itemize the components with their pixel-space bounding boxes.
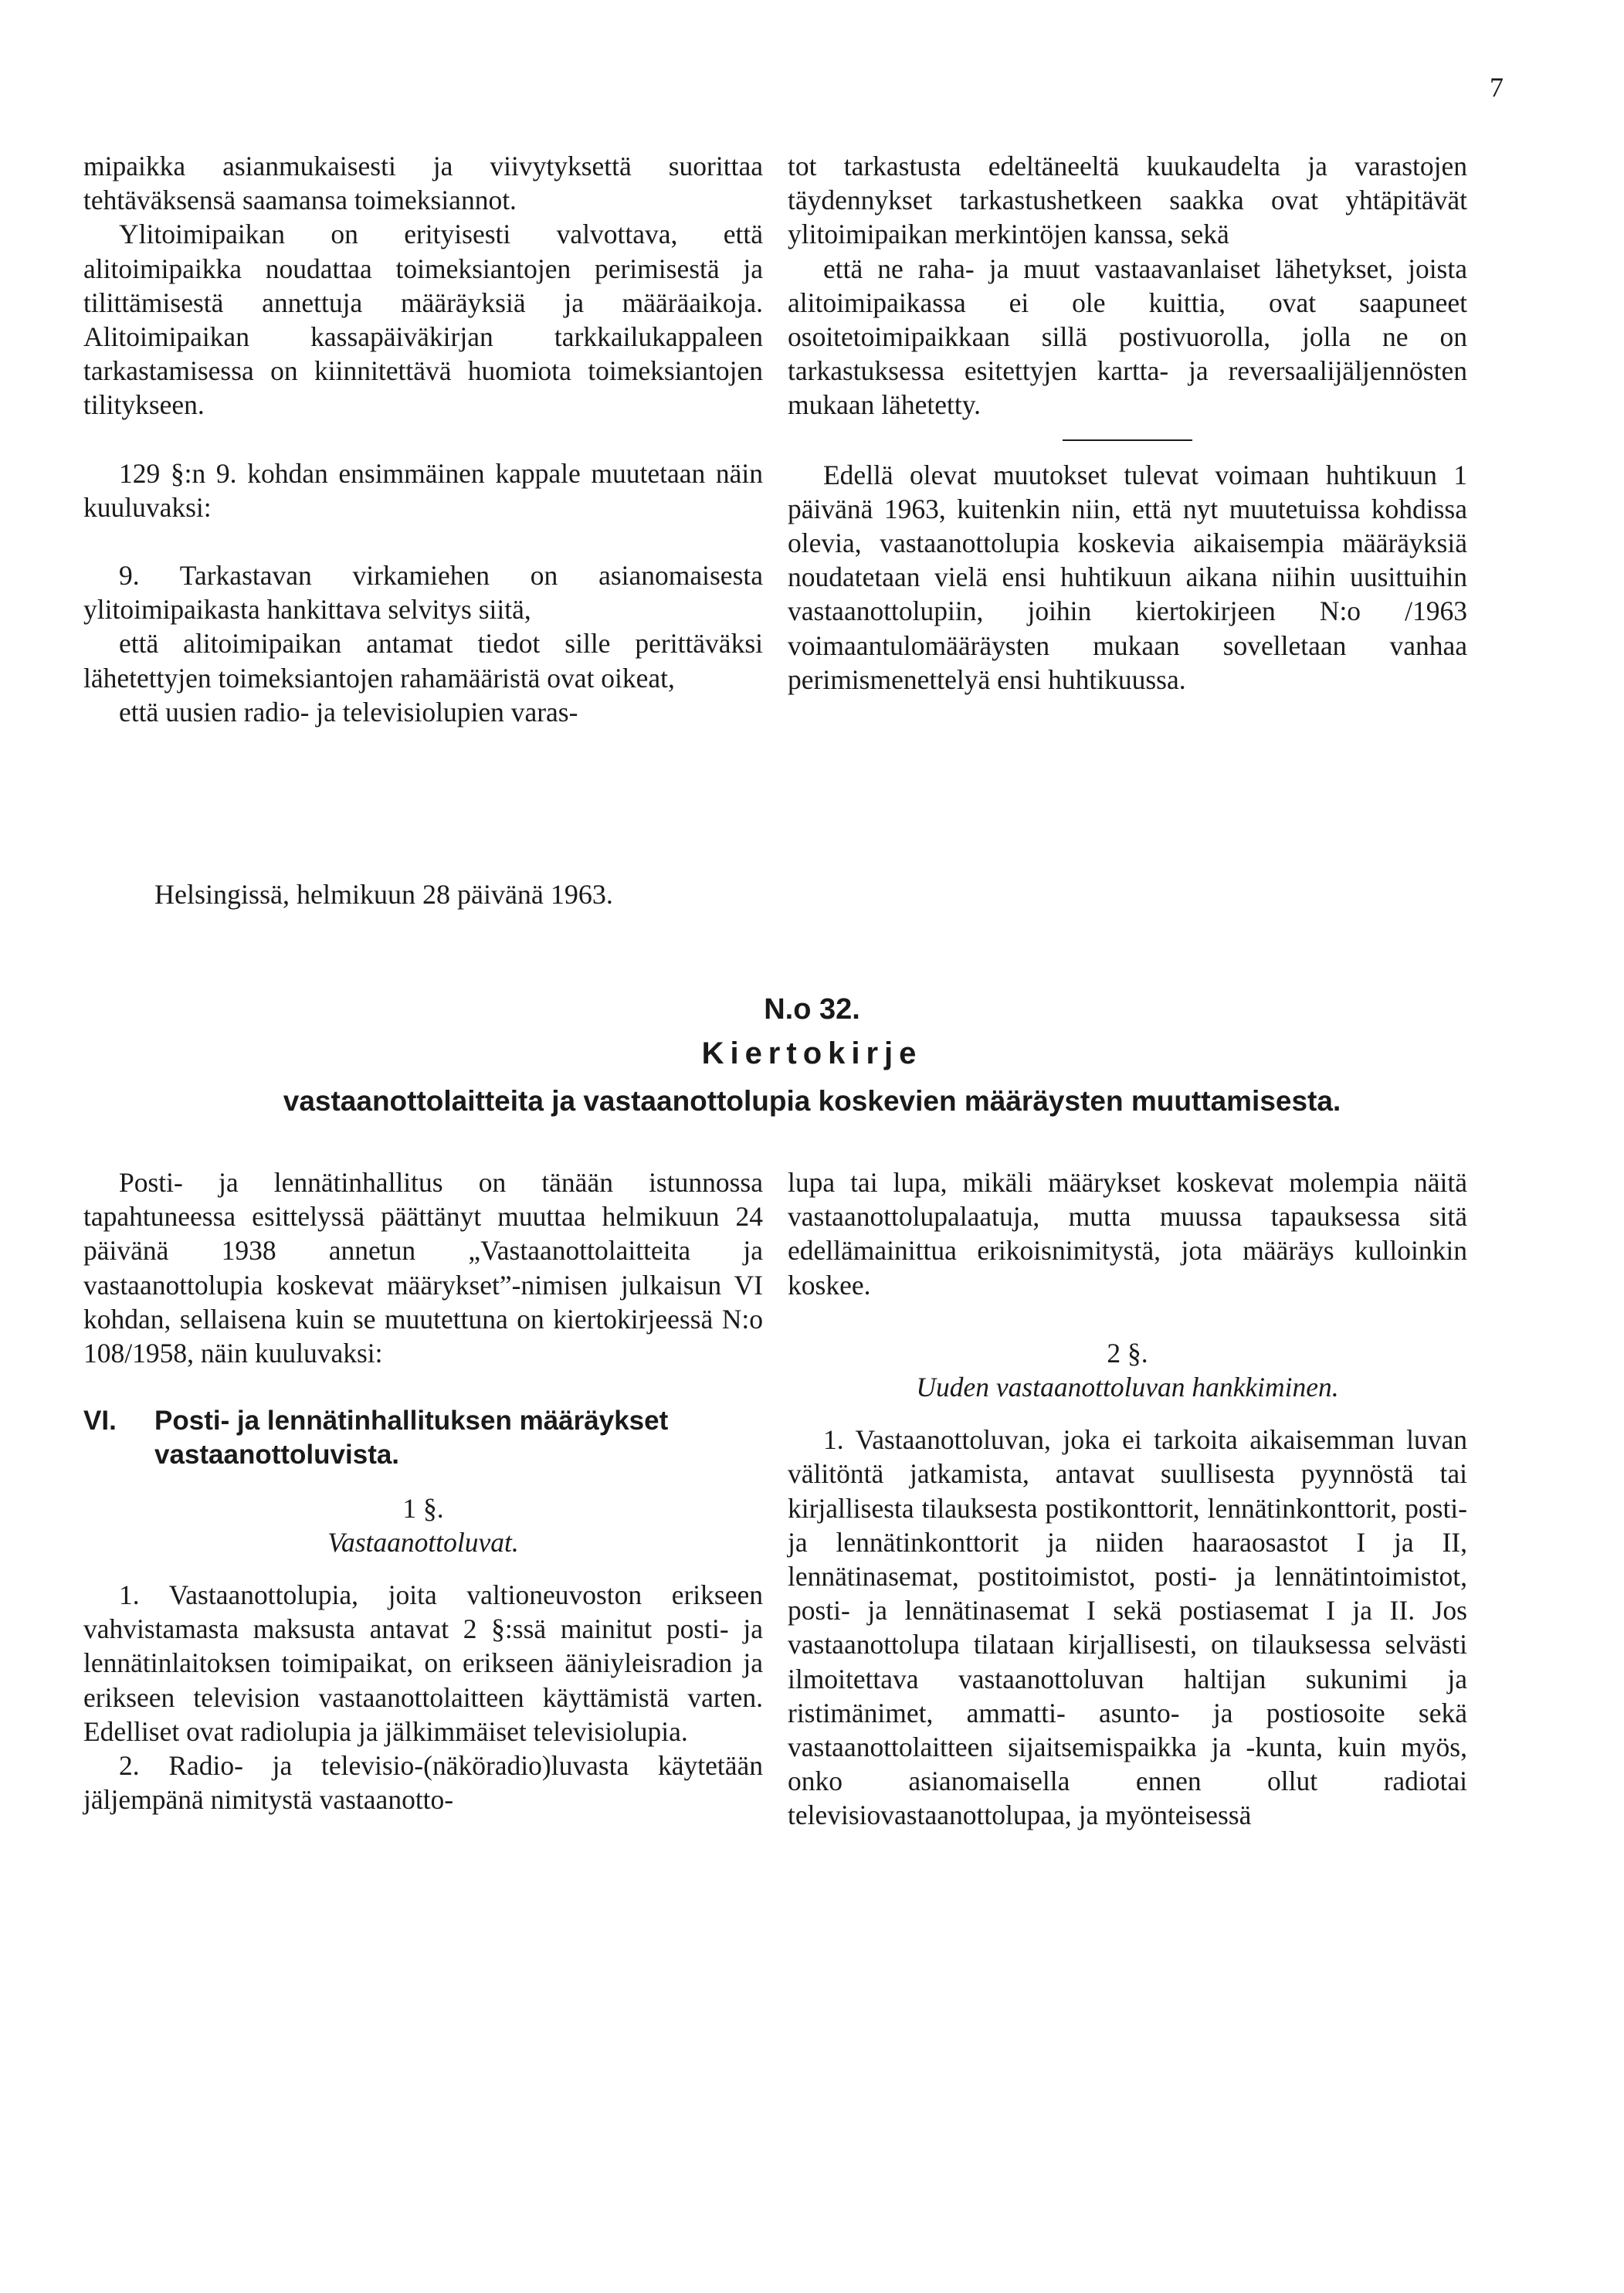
- section-number: VI.: [83, 1406, 117, 1437]
- bottom-right-column: [788, 1165, 1467, 1833]
- paragraph-title: Uuden vastaanottoluvan hankkiminen.: [916, 1372, 1339, 1403]
- top-left-column: [83, 149, 763, 729]
- paragraph: lupa tai lupa, mikäli määrykset koskevat molempia näitä vastaanottolupalaatuja, mutta muussa tapauksessa sitä edellämainittua erikoisnimitystä, jota määräys kulloinkin koskee.: [788, 1167, 1467, 1301]
- paragraph: tot tarkastusta edeltäneeltä kuukaudelta ja varastojen täydennykset tarkastushetkeen saakka ovat yhtäpitävät ylitoimipaikan merkintöjen kanssa, sekä: [788, 151, 1467, 250]
- paragraph: että uusien radio- ja televisiolupien varas-: [119, 696, 578, 728]
- paragraph-title: Vastaanottoluvat.: [327, 1526, 519, 1558]
- signature-line: Helsingissä, helmikuun 28 päivänä 1963.: [154, 879, 613, 910]
- paragraph-sign: 2 §.: [1107, 1337, 1148, 1369]
- circular-subject: vastaanottolaitteita ja vastaanottolupia koskevien määräysten muuttamisesta.: [283, 1085, 1341, 1117]
- paragraph: 129 §:n 9. kohdan ensimmäinen kappale muutetaan näin kuuluvaksi:: [83, 457, 763, 523]
- paragraph: Ylitoimipaikan on erityisesti valvottava, että alitoimipaikka noudattaa toimeksiantojen perimisestä ja tilittämisestä annettuja määräyksiä ja määräaikoja. Alitoimipaikan kassapäiväkirjan tarkkailukappaleen tarkastamisessa on kiinnitettävä huomiota toimeksiantojen tilitykseen.: [83, 219, 763, 421]
- top-right-column: [788, 149, 1467, 697]
- paragraph: että ne raha- ja muut vastaavanlaiset lähetykset, joista alitoimipaikassa ei ole kuittia, ovat saapuneet osoitetoimipaikkaan sillä postivuorolla, jolla ne on tarkastuksessa esitettyjen kartta- ja reversaalijäljennösten mukaan lähetetty.: [788, 253, 1467, 421]
- section-heading: [83, 1404, 763, 1472]
- paragraph: Edellä olevat muutokset tulevat voimaan huhtikuun 1 päivänä 1963, kuitenkin niin, että nyt muutetuissa kohdissa olevia, vastaanottolupia koskevia aikaisempia määräyksiä noudatetaan vielä ensi huhtikuun aikana niihin uusittuihin vastaanottolupiin, joihin kiertokirjeen N:o /1963 voimaantulomääräysten mukaan sovelletaan vanhaa perimismenettelyä ensi huhtikuussa.: [788, 459, 1467, 695]
- paragraph: 1. Vastaanottoluvan, joka ei tarkoita aikaisemman luvan välitöntä jatkamista, antavat suullisesta pyynnöstä tai kirjallisesta tilauksesta postikonttorit, lennätinkonttorit, posti- ja lennätinkonttorit ja niiden haaraosastot I ja II, lennätinasemat, postitoimistot, posti- ja lennätintoimistot, posti- ja lennätinasemat I sekä postiasemat I ja II. Jos vastaanottolupa tilataan kirjallisesti, on tilauksessa selvästi ilmoitettava vastaanottoluvan haltijan sukunimi ja ristimänimet, ammatti- asunto- ja postiosoite sekä vastaanottolaitteen sijaitsemispaikka ja -kunta, kuin myös, onko asianomaisella ennen ollut radiotai televisiovastaanottolupaa, ja myönteisessä: [788, 1424, 1467, 1831]
- paragraph: 1. Vastaanottolupia, joita valtioneuvoston erikseen vahvistamasta maksusta antavat 2 §:ssä mainitut posti- ja lennätinlaitoksen toimipaikat, on erikseen ääniyleisradion ja erikseen television vastaanottolaitteen käyttämistä varten. Edelliset ovat radiolupia ja jälkimmäiset televisiolupia.: [83, 1579, 763, 1747]
- circular-kind: Kiertokirje: [701, 1036, 923, 1070]
- paragraph: Posti- ja lennätinhallitus on tänään istunnossa tapahtuneessa esittelyssä päättänyt muuttaa helmikuun 24 päivänä 1938 annetun „Vastaanottolaitteita ja vastaanottolupia koskevat määrykset”-nimisen julkaisun VI kohdan, sellaisena kuin se muutettuna on kiertokirjeessä N:o 108/1958, näin kuuluvaksi:: [83, 1167, 763, 1369]
- paragraph-sign: 1 §.: [402, 1492, 444, 1524]
- paragraph: mipaikka asianmukaisesti ja viivytyksettä suorittaa tehtäväksensä saamansa toimeksiannot.: [83, 151, 763, 216]
- section-title: Posti- ja lennätinhallituksen määräykset vastaanottoluvista.: [154, 1406, 669, 1470]
- section-separator: [1063, 439, 1192, 441]
- page-number: 7: [1490, 72, 1504, 103]
- paragraph: 9. Tarkastavan virkamiehen on asianomaisesta ylitoimipaikasta hankittava selvitys siitä,: [83, 560, 763, 626]
- paragraph: että alitoimipaikan antamat tiedot sille perittäväksi lähetettyjen toimeksiantojen rahamääristä ovat oikeat,: [83, 628, 763, 694]
- bottom-left-column: [83, 1165, 763, 1816]
- circular-number: N.o 32.: [764, 993, 860, 1026]
- paragraph: 2. Radio- ja televisio-(näköradio)luvasta käytetään jäljempänä nimitystä vastaanotto-: [83, 1750, 763, 1816]
